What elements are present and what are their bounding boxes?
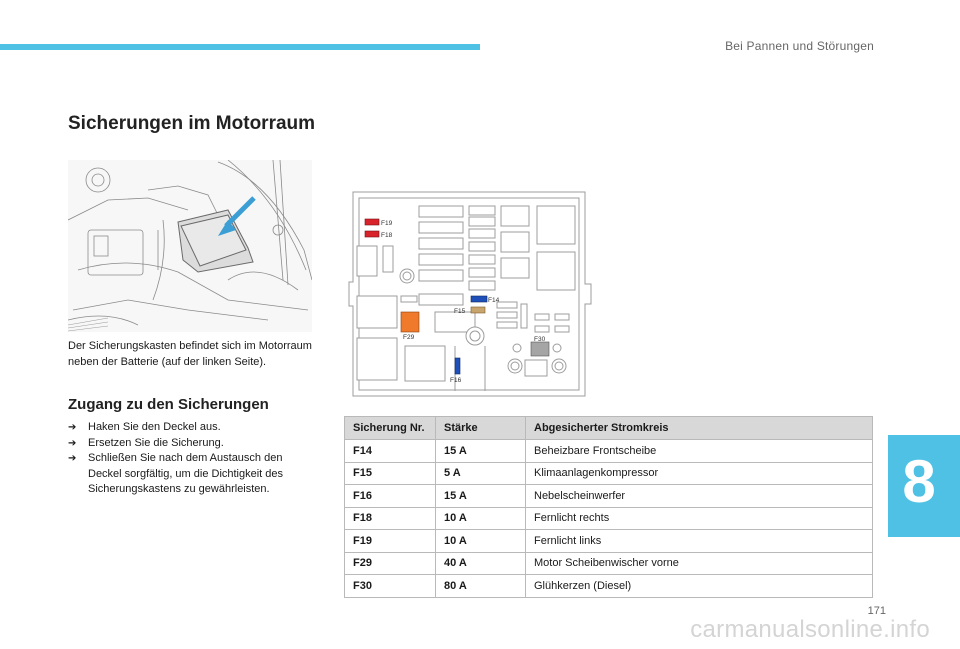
- fuse-circuit: Fernlicht links: [526, 530, 873, 553]
- fuse-circuit: Glühkerzen (Diesel): [526, 575, 873, 598]
- svg-text:F18: F18: [381, 232, 393, 239]
- list-item: ➔ Haken Sie den Deckel aus.: [68, 420, 318, 436]
- svg-text:F29: F29: [403, 334, 415, 341]
- pointer-icon: ➔: [68, 422, 77, 433]
- pointer-icon: ➔: [68, 453, 77, 464]
- section-title: Sicherungen im Motorraum: [68, 113, 316, 134]
- access-title: Zugang zu den Sicherungen: [68, 396, 269, 413]
- fuse-circuit: Motor Scheibenwischer vorne: [526, 552, 873, 575]
- fuse-circuit: Klimaanlagenkompressor: [526, 462, 873, 485]
- fuse-circuit: Beheizbare Frontscheibe: [526, 440, 873, 463]
- list-item: ➔ Schließen Sie nach dem Austausch den Deckel sorgfältig, um die Dichtigkeit des Sicherungskastens zu gewährleisten.: [68, 452, 284, 495]
- table-header-row: [345, 417, 873, 440]
- table-row: [345, 507, 873, 530]
- svg-text:F14: F14: [488, 297, 500, 304]
- fuse-number: F29: [345, 552, 436, 575]
- fuse-rating: 10 A: [436, 530, 526, 553]
- access-steps: [68, 420, 318, 498]
- table-row: [345, 552, 873, 575]
- table-row: [345, 462, 873, 485]
- fuse-rating: 15 A: [436, 440, 526, 463]
- fuse-table: [344, 416, 873, 598]
- fuse-number: F19: [345, 530, 436, 553]
- fuse-number: F18: [345, 507, 436, 530]
- chapter-title: Bei Pannen und Störungen: [725, 39, 874, 53]
- fuse-number: F30: [345, 575, 436, 598]
- fuse-rating: 80 A: [436, 575, 526, 598]
- fuse-box-diagram: [345, 186, 595, 404]
- fuse-rating: 10 A: [436, 507, 526, 530]
- table-row: [345, 530, 873, 553]
- column-header: Sicherung Nr.: [345, 417, 436, 440]
- svg-text:F16: F16: [450, 377, 462, 384]
- fuse-rating: 40 A: [436, 552, 526, 575]
- svg-text:F30: F30: [534, 336, 546, 343]
- fuse-rating: 15 A: [436, 485, 526, 508]
- table-row: [345, 485, 873, 508]
- engine-compartment-illustration: [68, 160, 312, 332]
- page-number: 171: [867, 605, 886, 617]
- chapter-number: 8: [902, 448, 936, 515]
- pointer-icon: ➔: [68, 437, 77, 449]
- fuse-circuit: Nebelscheinwerfer: [526, 485, 873, 508]
- intro-text: Der Sicherungskasten befindet sich im Motorraum neben der Batterie (auf der linken Seite).: [68, 340, 312, 368]
- fuse-number: F16: [345, 485, 436, 508]
- column-header: Abgesicherter Stromkreis: [526, 417, 873, 440]
- table-row: [345, 575, 873, 598]
- watermark: carmanualsonline.info: [690, 616, 930, 643]
- fuse-number: F14: [345, 440, 436, 463]
- column-header: Stärke: [436, 417, 526, 440]
- fuse-number: F15: [345, 462, 436, 485]
- list-item: ➔ Ersetzen Sie die Sicherung.: [68, 436, 318, 452]
- header-accent-bar: [0, 44, 480, 50]
- fuse-circuit: Fernlicht rechts: [526, 507, 873, 530]
- svg-text:F15: F15: [454, 308, 466, 315]
- fuse-rating: 5 A: [436, 462, 526, 485]
- svg-text:F19: F19: [381, 220, 393, 227]
- table-row: [345, 440, 873, 463]
- chapter-tab: [888, 435, 960, 537]
